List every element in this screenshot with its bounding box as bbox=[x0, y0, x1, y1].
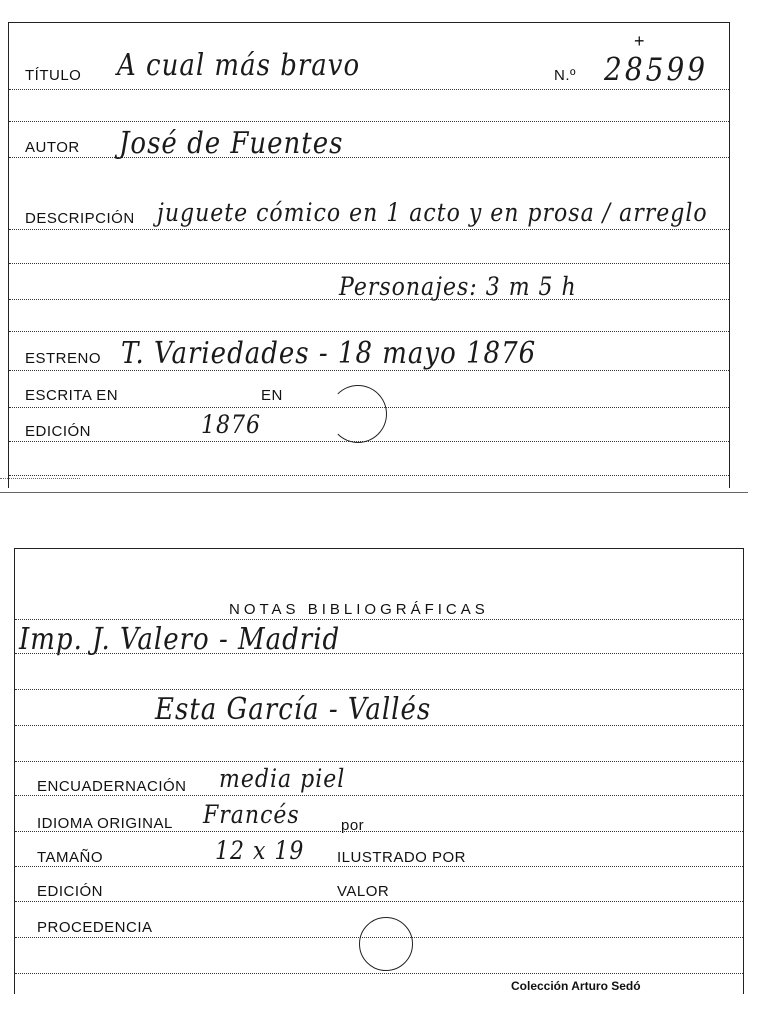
ilustrado-label: ILUSTRADO POR bbox=[337, 849, 467, 866]
catalog-card-bottom bbox=[14, 548, 744, 994]
ruled-line bbox=[15, 795, 743, 796]
titulo-value: A cual más bravo bbox=[117, 48, 361, 84]
por-label: por bbox=[341, 817, 365, 834]
encuadernacion-label: ENCUADERNACIÓN bbox=[37, 778, 187, 795]
ruled-line bbox=[15, 866, 743, 867]
autor-label: AUTOR bbox=[25, 139, 80, 156]
titulo-label: TÍTULO bbox=[25, 67, 82, 84]
ruled-line bbox=[9, 331, 729, 332]
descripcion-value: juguete cómico en 1 acto y en prosa / arreglo bbox=[157, 199, 708, 228]
card-divider bbox=[0, 492, 748, 493]
coleccion-footer: Colección Arturo Sedó bbox=[511, 979, 641, 993]
ruled-line bbox=[15, 901, 743, 902]
cross-mark: + bbox=[634, 31, 645, 51]
ruled-line bbox=[15, 689, 743, 690]
ruled-line bbox=[9, 89, 729, 90]
ruled-line bbox=[9, 441, 729, 442]
ruled-line bbox=[15, 619, 743, 620]
ruled-line bbox=[15, 973, 743, 974]
edicion-label: EDICIÓN bbox=[25, 423, 92, 440]
encuadernacion-value: media piel bbox=[219, 765, 346, 794]
stamp-circle bbox=[359, 917, 413, 971]
idioma-label: IDIOMA ORIGINAL bbox=[37, 815, 173, 832]
catalog-card-top bbox=[8, 22, 730, 488]
valor-label: VALOR bbox=[337, 883, 390, 900]
torn-edge bbox=[0, 478, 80, 479]
tamano-value: 12 x 19 bbox=[215, 837, 305, 866]
autor-value: José de Fuentes bbox=[119, 126, 344, 162]
procedencia-label: PROCEDENCIA bbox=[37, 919, 153, 936]
notas-heading: NOTAS BIBLIOGRÁFICAS bbox=[229, 601, 489, 618]
ruled-line bbox=[9, 157, 729, 158]
numero-value: 28599 bbox=[604, 50, 709, 89]
edicion-value: 1876 bbox=[201, 411, 261, 440]
idioma-value: Francés bbox=[203, 801, 300, 830]
edicion2-label: EDICIÓN bbox=[37, 883, 104, 900]
descripcion-personajes: Personajes: 3 m 5 h bbox=[339, 273, 577, 302]
stamp-circle bbox=[329, 385, 387, 443]
ruled-line bbox=[9, 229, 729, 230]
en-label: EN bbox=[261, 387, 283, 404]
ruled-line bbox=[15, 761, 743, 762]
estreno-value: T. Variedades - 18 mayo 1876 bbox=[121, 336, 537, 372]
estreno-label: ESTRENO bbox=[25, 350, 102, 367]
ruled-line bbox=[9, 121, 729, 122]
nota-edicion: Esta García - Vallés bbox=[155, 692, 432, 728]
ruled-line bbox=[9, 263, 729, 264]
descripcion-label: DESCRIPCIÓN bbox=[25, 210, 135, 227]
escrita-en-label: ESCRITA EN bbox=[25, 387, 119, 404]
nota-imprenta: Imp. J. Valero - Madrid bbox=[19, 622, 341, 658]
ruled-line bbox=[9, 475, 729, 476]
numero-label: N.º bbox=[554, 67, 576, 84]
tamano-label: TAMAÑO bbox=[37, 849, 104, 866]
